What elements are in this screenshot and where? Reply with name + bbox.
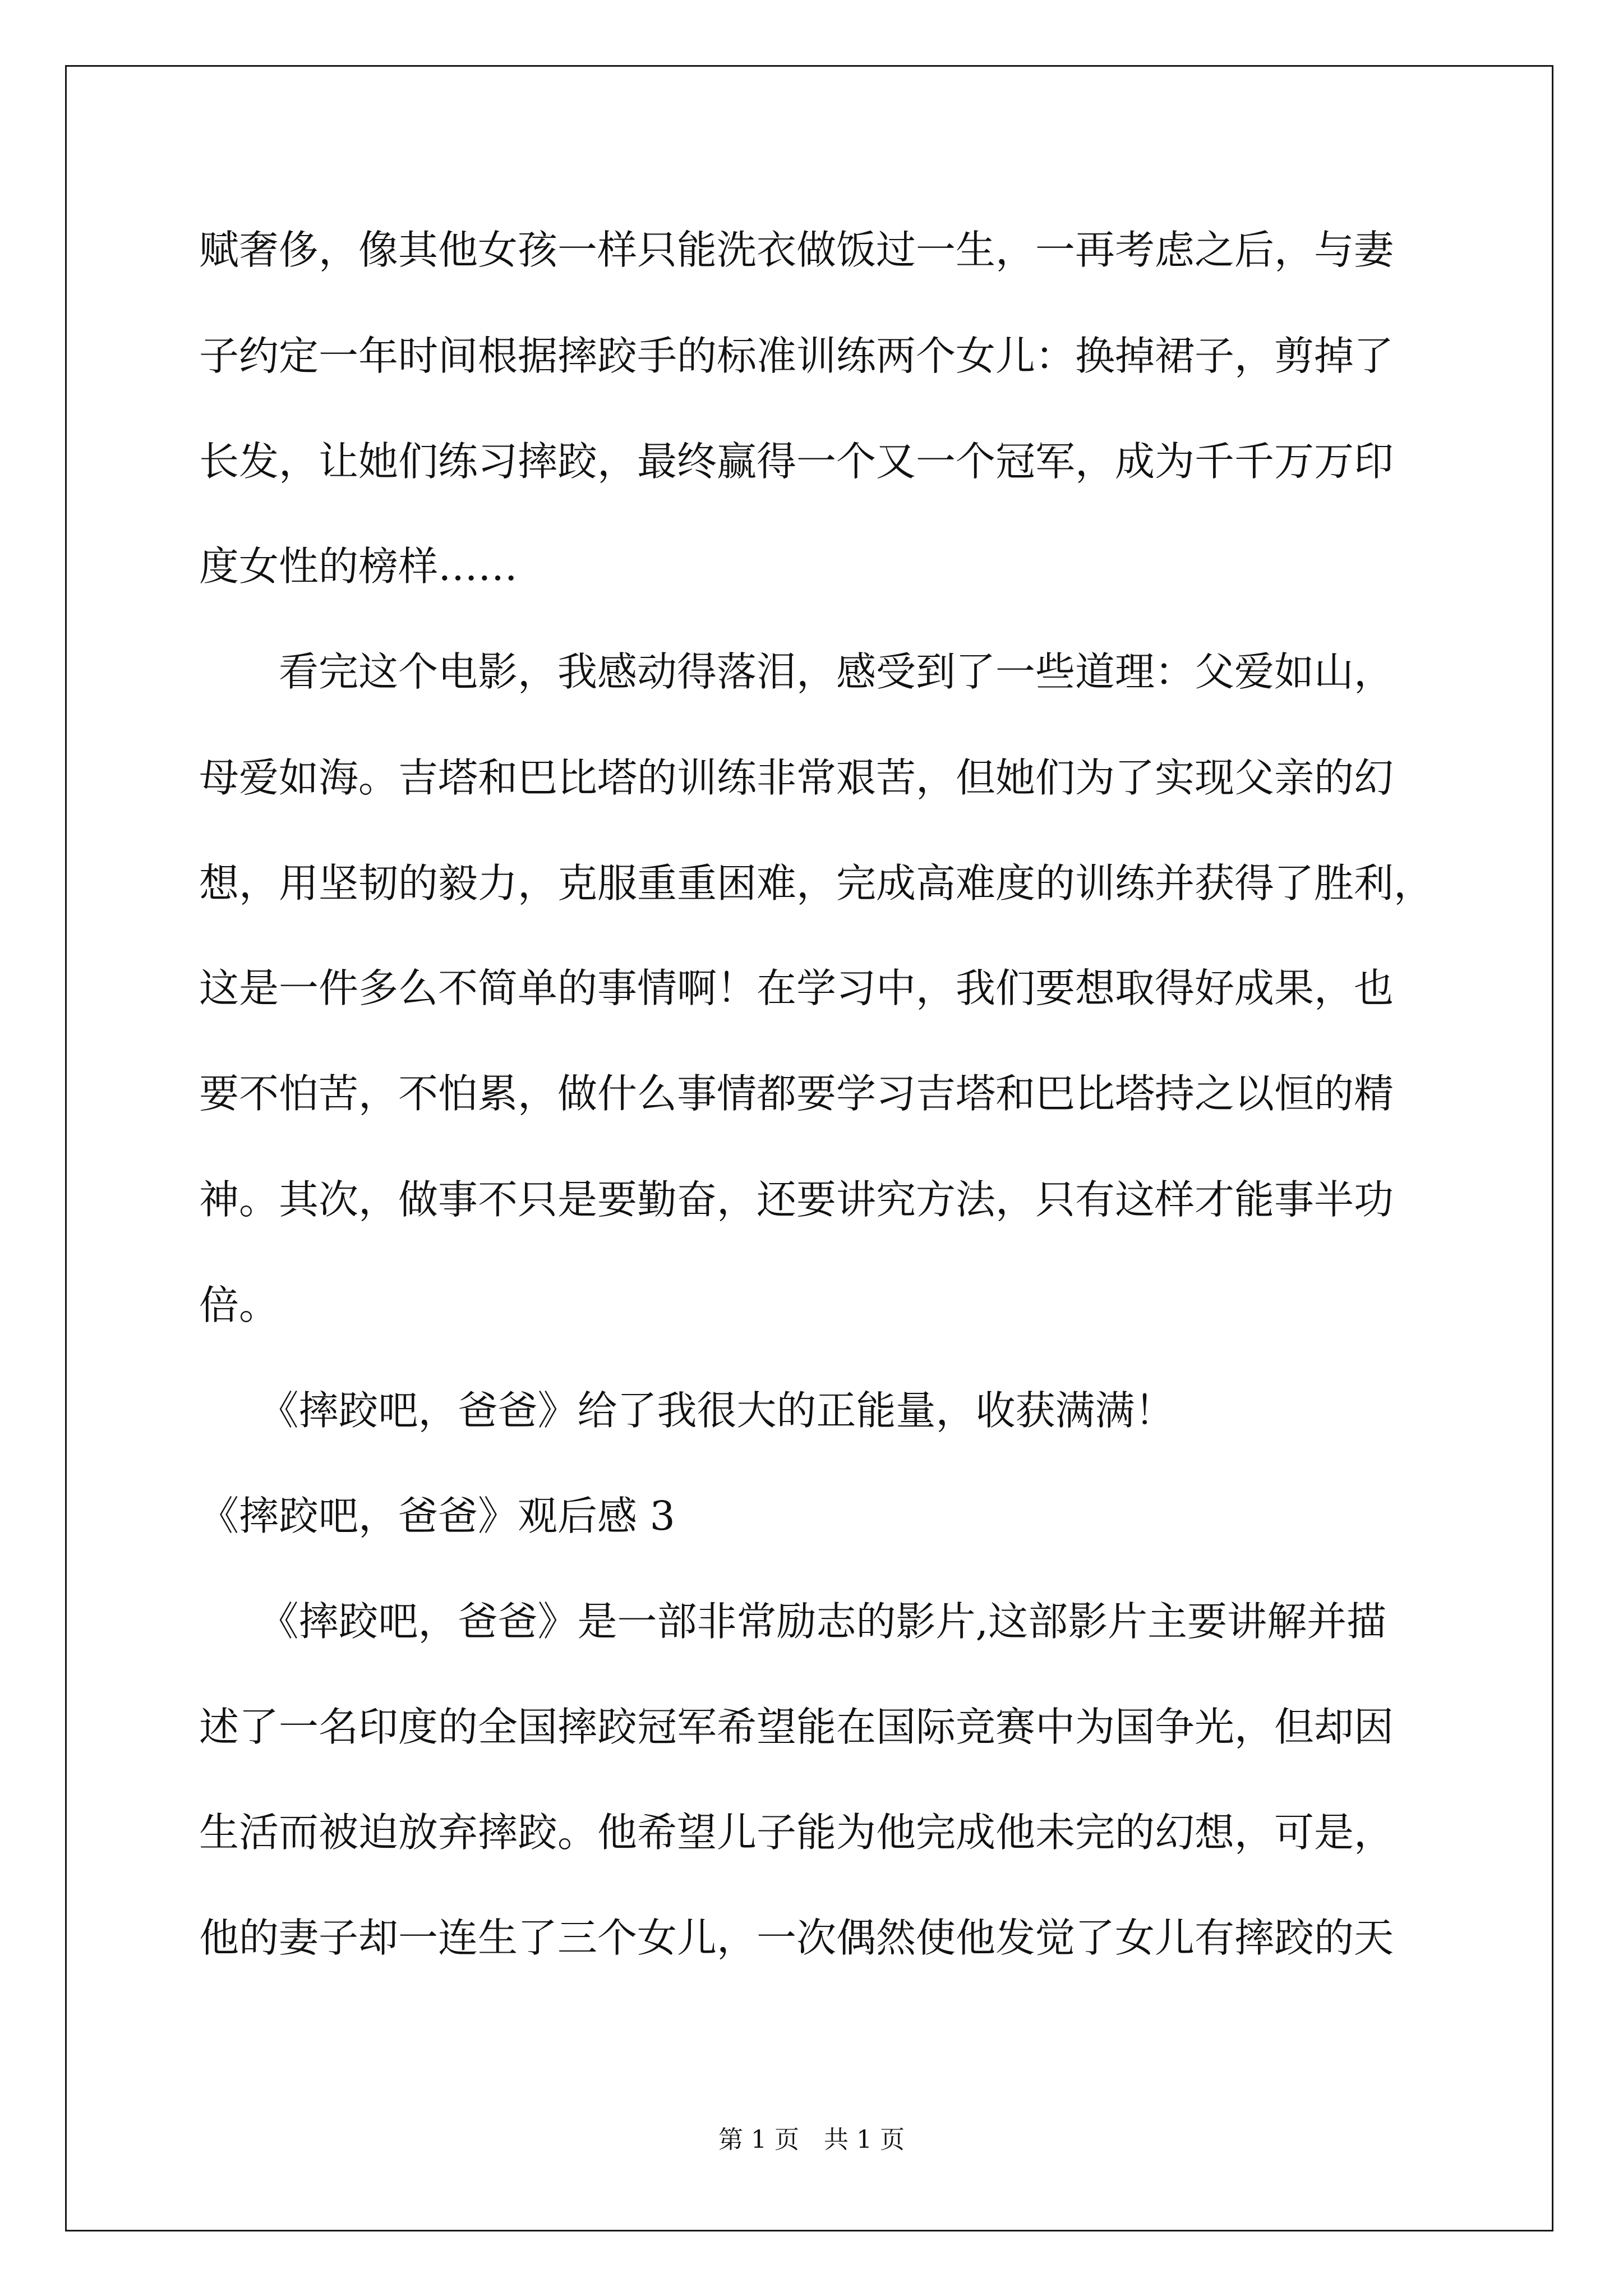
text-line: 度女性的榜样……	[199, 543, 518, 590]
text-line: 这是一件多么不简单的事情啊！在学习中，我们要想取得好成果，也	[199, 965, 1394, 1011]
text-line: 赋奢侈，像其他女孩一样只能洗衣做饭过一生，一再考虑之后，与妻	[199, 227, 1394, 273]
text-line: 子约定一年时间根据摔跤手的标准训练两个女儿：换掉裙子，剪掉了	[199, 333, 1394, 379]
page-footer: 第 1 页 共 1 页	[718, 2125, 905, 2154]
page-border	[65, 65, 1553, 2231]
text-line: 神。其次，做事不只是要勤奋，还要讲究方法，只有这样才能事半功	[199, 1176, 1394, 1223]
section-heading: 《摔跤吧，爸爸》观后感 3	[199, 1493, 675, 1539]
text-line: 生活而被迫放弃摔跤。他希望儿子能为他完成他未完的幻想，可是，	[199, 1809, 1394, 1856]
text-line: 述了一名印度的全国摔跤冠军希望能在国际竞赛中为国争光，但却因	[199, 1704, 1394, 1750]
paragraph-start: 看完这个电影，我感动得落泪，感受到了一些道理：父爱如山，	[199, 648, 1394, 695]
text-line: 倍。	[199, 1282, 279, 1328]
text-line: 母爱如海。吉塔和巴比塔的训练非常艰苦，但她们为了实现父亲的幻	[199, 754, 1394, 801]
text-line: 要不怕苦，不怕累，做什么事情都要学习吉塔和巴比塔持之以恒的精	[199, 1070, 1394, 1117]
text-line: 想，用坚韧的毅力，克服重重困难，完成高难度的训练并获得了胜利，	[199, 860, 1434, 907]
text-line: 他的妻子却一连生了三个女儿，一次偶然使他发觉了女儿有摔跤的天	[199, 1915, 1394, 1961]
paragraph-start: 《摔跤吧，爸爸》给了我很大的正能量，收获满满！	[199, 1387, 1175, 1434]
text-line: 长发，让她们练习摔跤，最终赢得一个又一个冠军，成为千千万万印	[199, 438, 1394, 485]
paragraph-start: 《摔跤吧，爸爸》是一部非常励志的影片,这部影片主要讲解并描	[199, 1598, 1387, 1645]
